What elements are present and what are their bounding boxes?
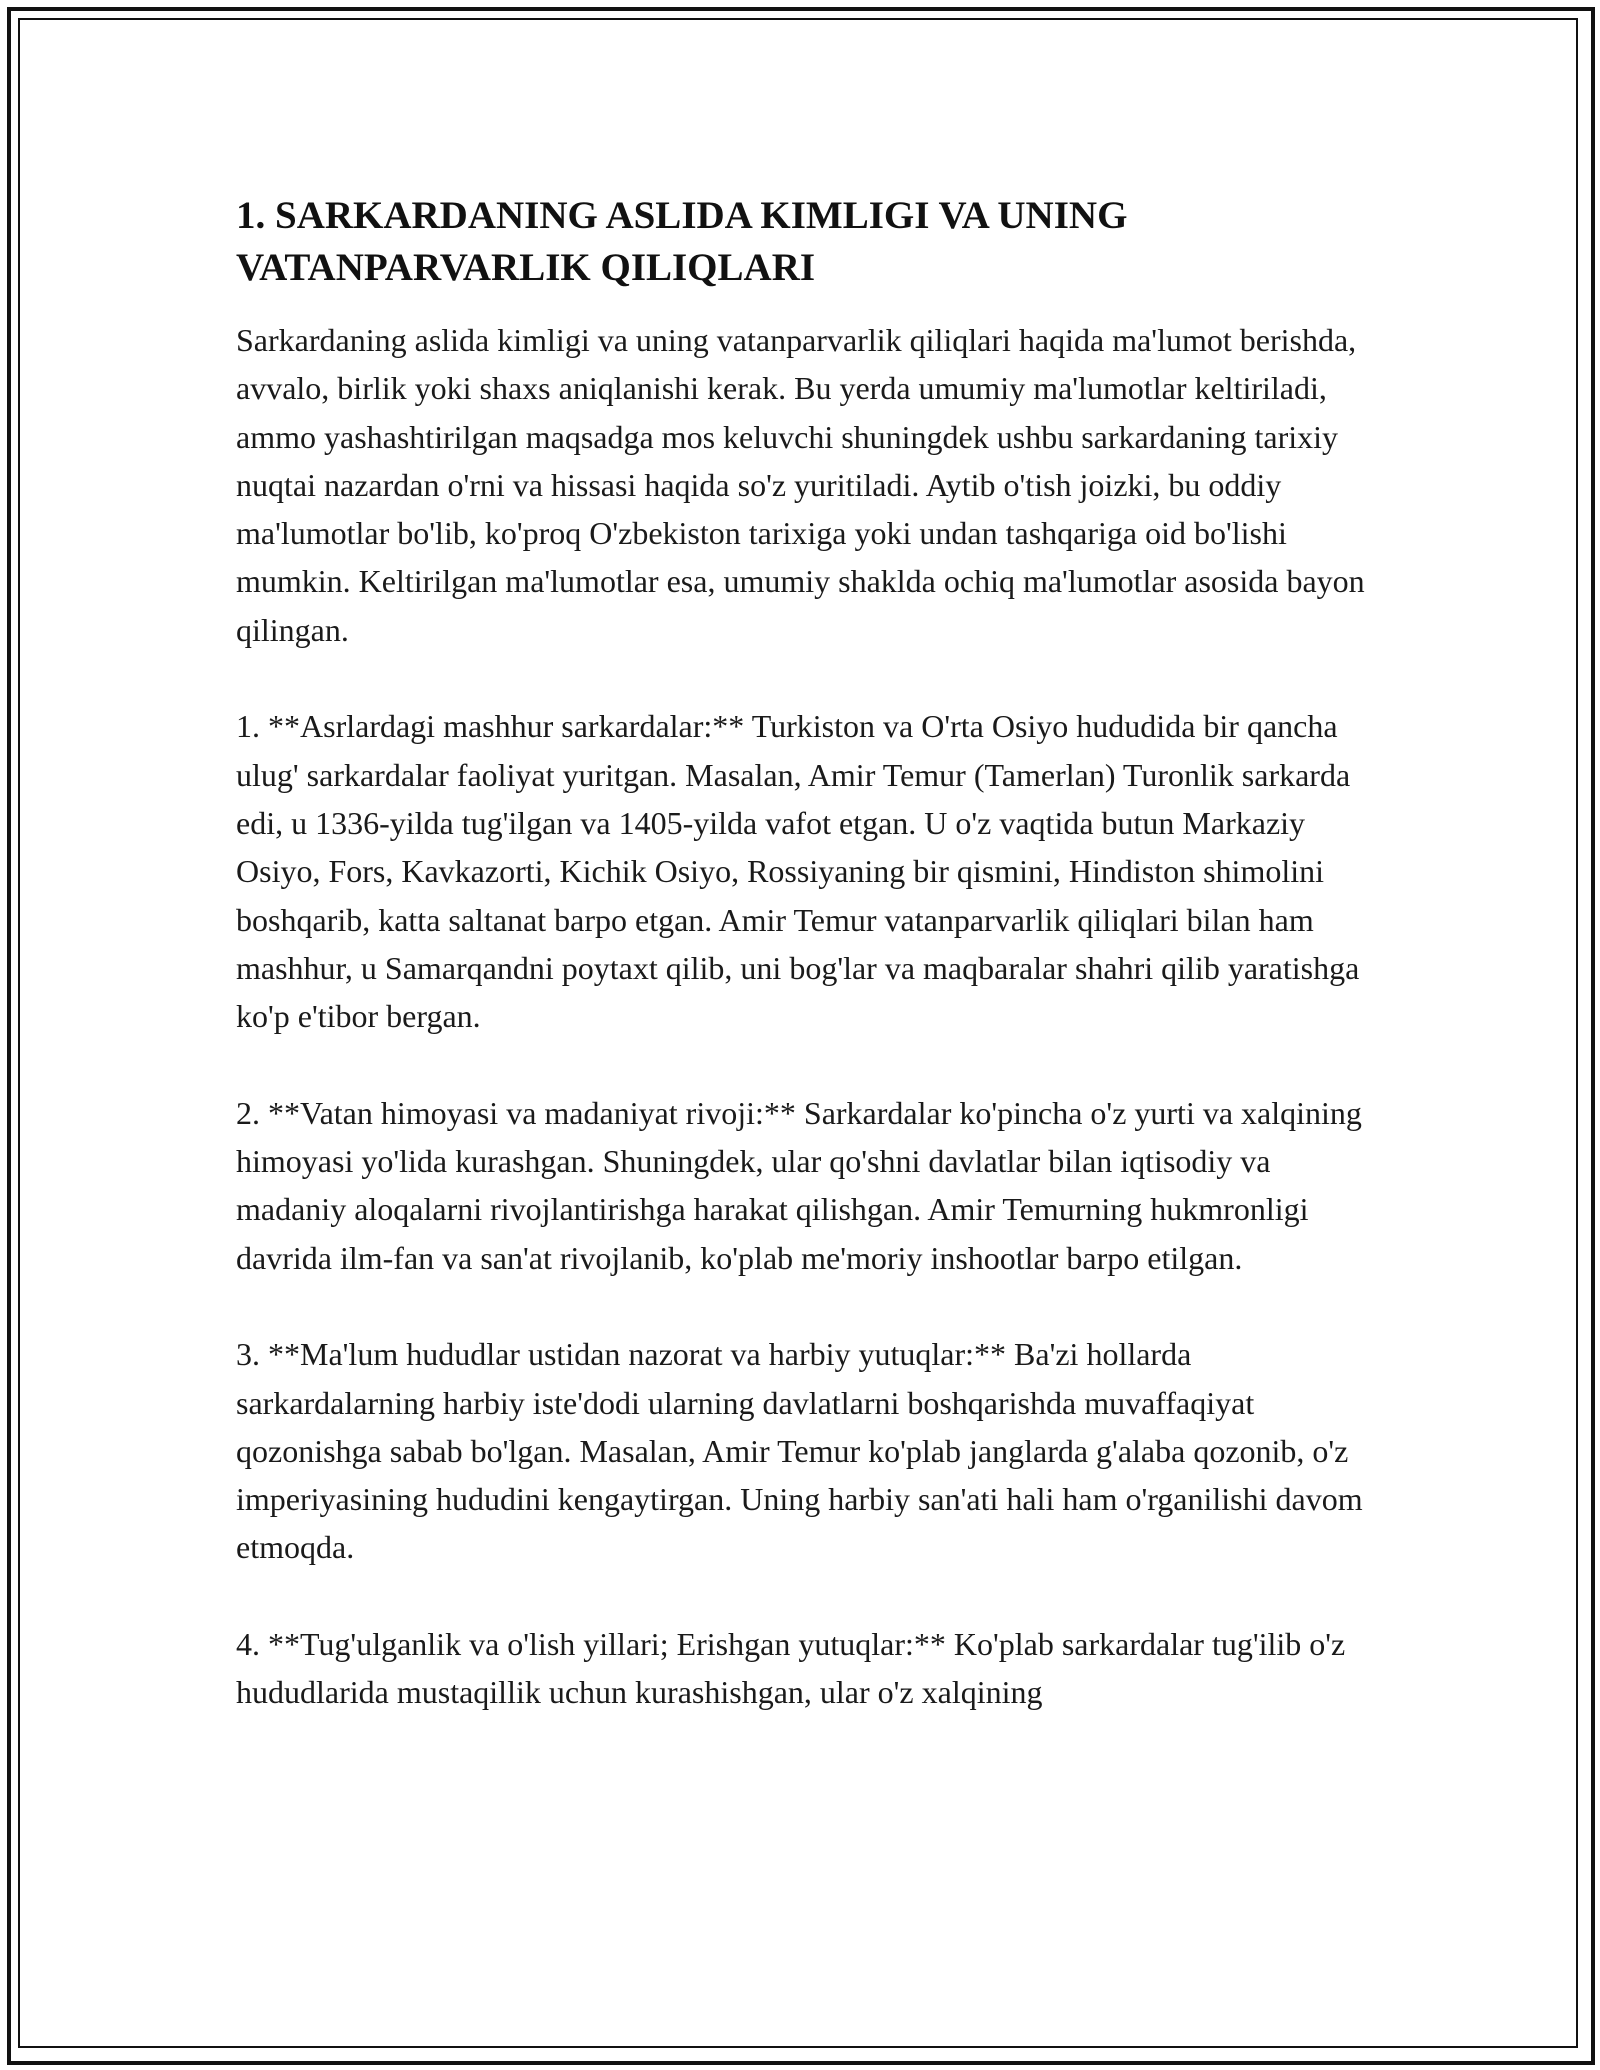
list-item-3-paragraph: 3. **Ma'lum hududlar ustidan nazorat va harbiy yutuqlar:** Ba'zi hollarda sarkardalarning harbiy iste'dodi ularning davlatlarni boshqarishda muvaffaqiyat qozonishga sabab bo'lgan. Masalan, Amir Temur ko'plab janglarda g'alaba qozonib, o'z imperiyasining hududini kengaytirgan. Uning harbiy san'ati hali ham o'rganilishi davom etmoqda. [236,1336,1363,1566]
list-item-1-paragraph: 1. **Asrlardagi mashhur sarkardalar:** Turkiston va O'rta Osiyo hududida bir qancha ulug' sarkardalar faoliyat yuritgan. Masalan, Amir Temur (Tamerlan) Turonlik sarkarda edi, u 1336-yilda tug'ilgan va 1405-yilda vafot etgan. U o'z vaqtida butun Markaziy Osiyo, Fors, Kavkazorti, Kichik Osiyo, Rossiyaning bir qismini, Hindiston shimolini boshqarib, katta saltanat barpo etgan. Amir Temur vatanparvarlik qiliqlari bilan ham mashhur, u Samarqandni poytaxt qilib, uni bog'lar va maqbaralar shahri qilib yaratishga ko'p e'tibor bergan. [236,708,1360,1035]
document-body [236,190,1366,1717]
list-item-4-paragraph: 4. **Tug'ulganlik va o'lish yillari; Erishgan yutuqlar:** Ko'plab sarkardalar tug'ilib o'z hududlarida mustaqillik uchun kurashishgan, ular o'z xalqining [236,1626,1346,1711]
section-title: 1. SARKARDANING ASLIDA KIMLIGI VA UNING VATANPARVARLIK QILIQLARI [236,194,1128,289]
list-item-2-paragraph: 2. **Vatan himoyasi va madaniyat rivoji:** Sarkardalar ko'pincha o'z yurti va xalqining himoyasi yo'lida kurashgan. Shuningdek, ular qo'shni davlatlar bilan iqtisodiy va madaniy aloqalarni rivojlantirishga harakat qilishgan. Amir Temurning hukmronligi davrida ilm-fan va san'at rivojlanib, ko'plab me'moriy inshootlar barpo etilgan. [236,1094,1362,1276]
intro-paragraph: Sarkardaning aslida kimligi va uning vatanparvarlik qiliqlari haqida ma'lumot berishda, avvalo, birlik yoki shaxs aniqlanishi kerak. Bu yerda umumiy ma'lumotlar keltiriladi, ammo yashashtirilgan maqsadga mos keluvchi shuningdek ushbu sarkardaning tarixiy nuqtai nazardan o'rni va hissasi haqida so'z yuritiladi. Aytib o'tish joizki, bu oddiy ma'lumotlar bo'lib, ko'proq O'zbekiston tarixiga yoki undan tashqariga oid bo'lishi mumkin. Keltirilgan ma'lumotlar esa, umumiy shaklda ochiq ma'lumotlar asosida bayon qilingan. [236,322,1365,648]
